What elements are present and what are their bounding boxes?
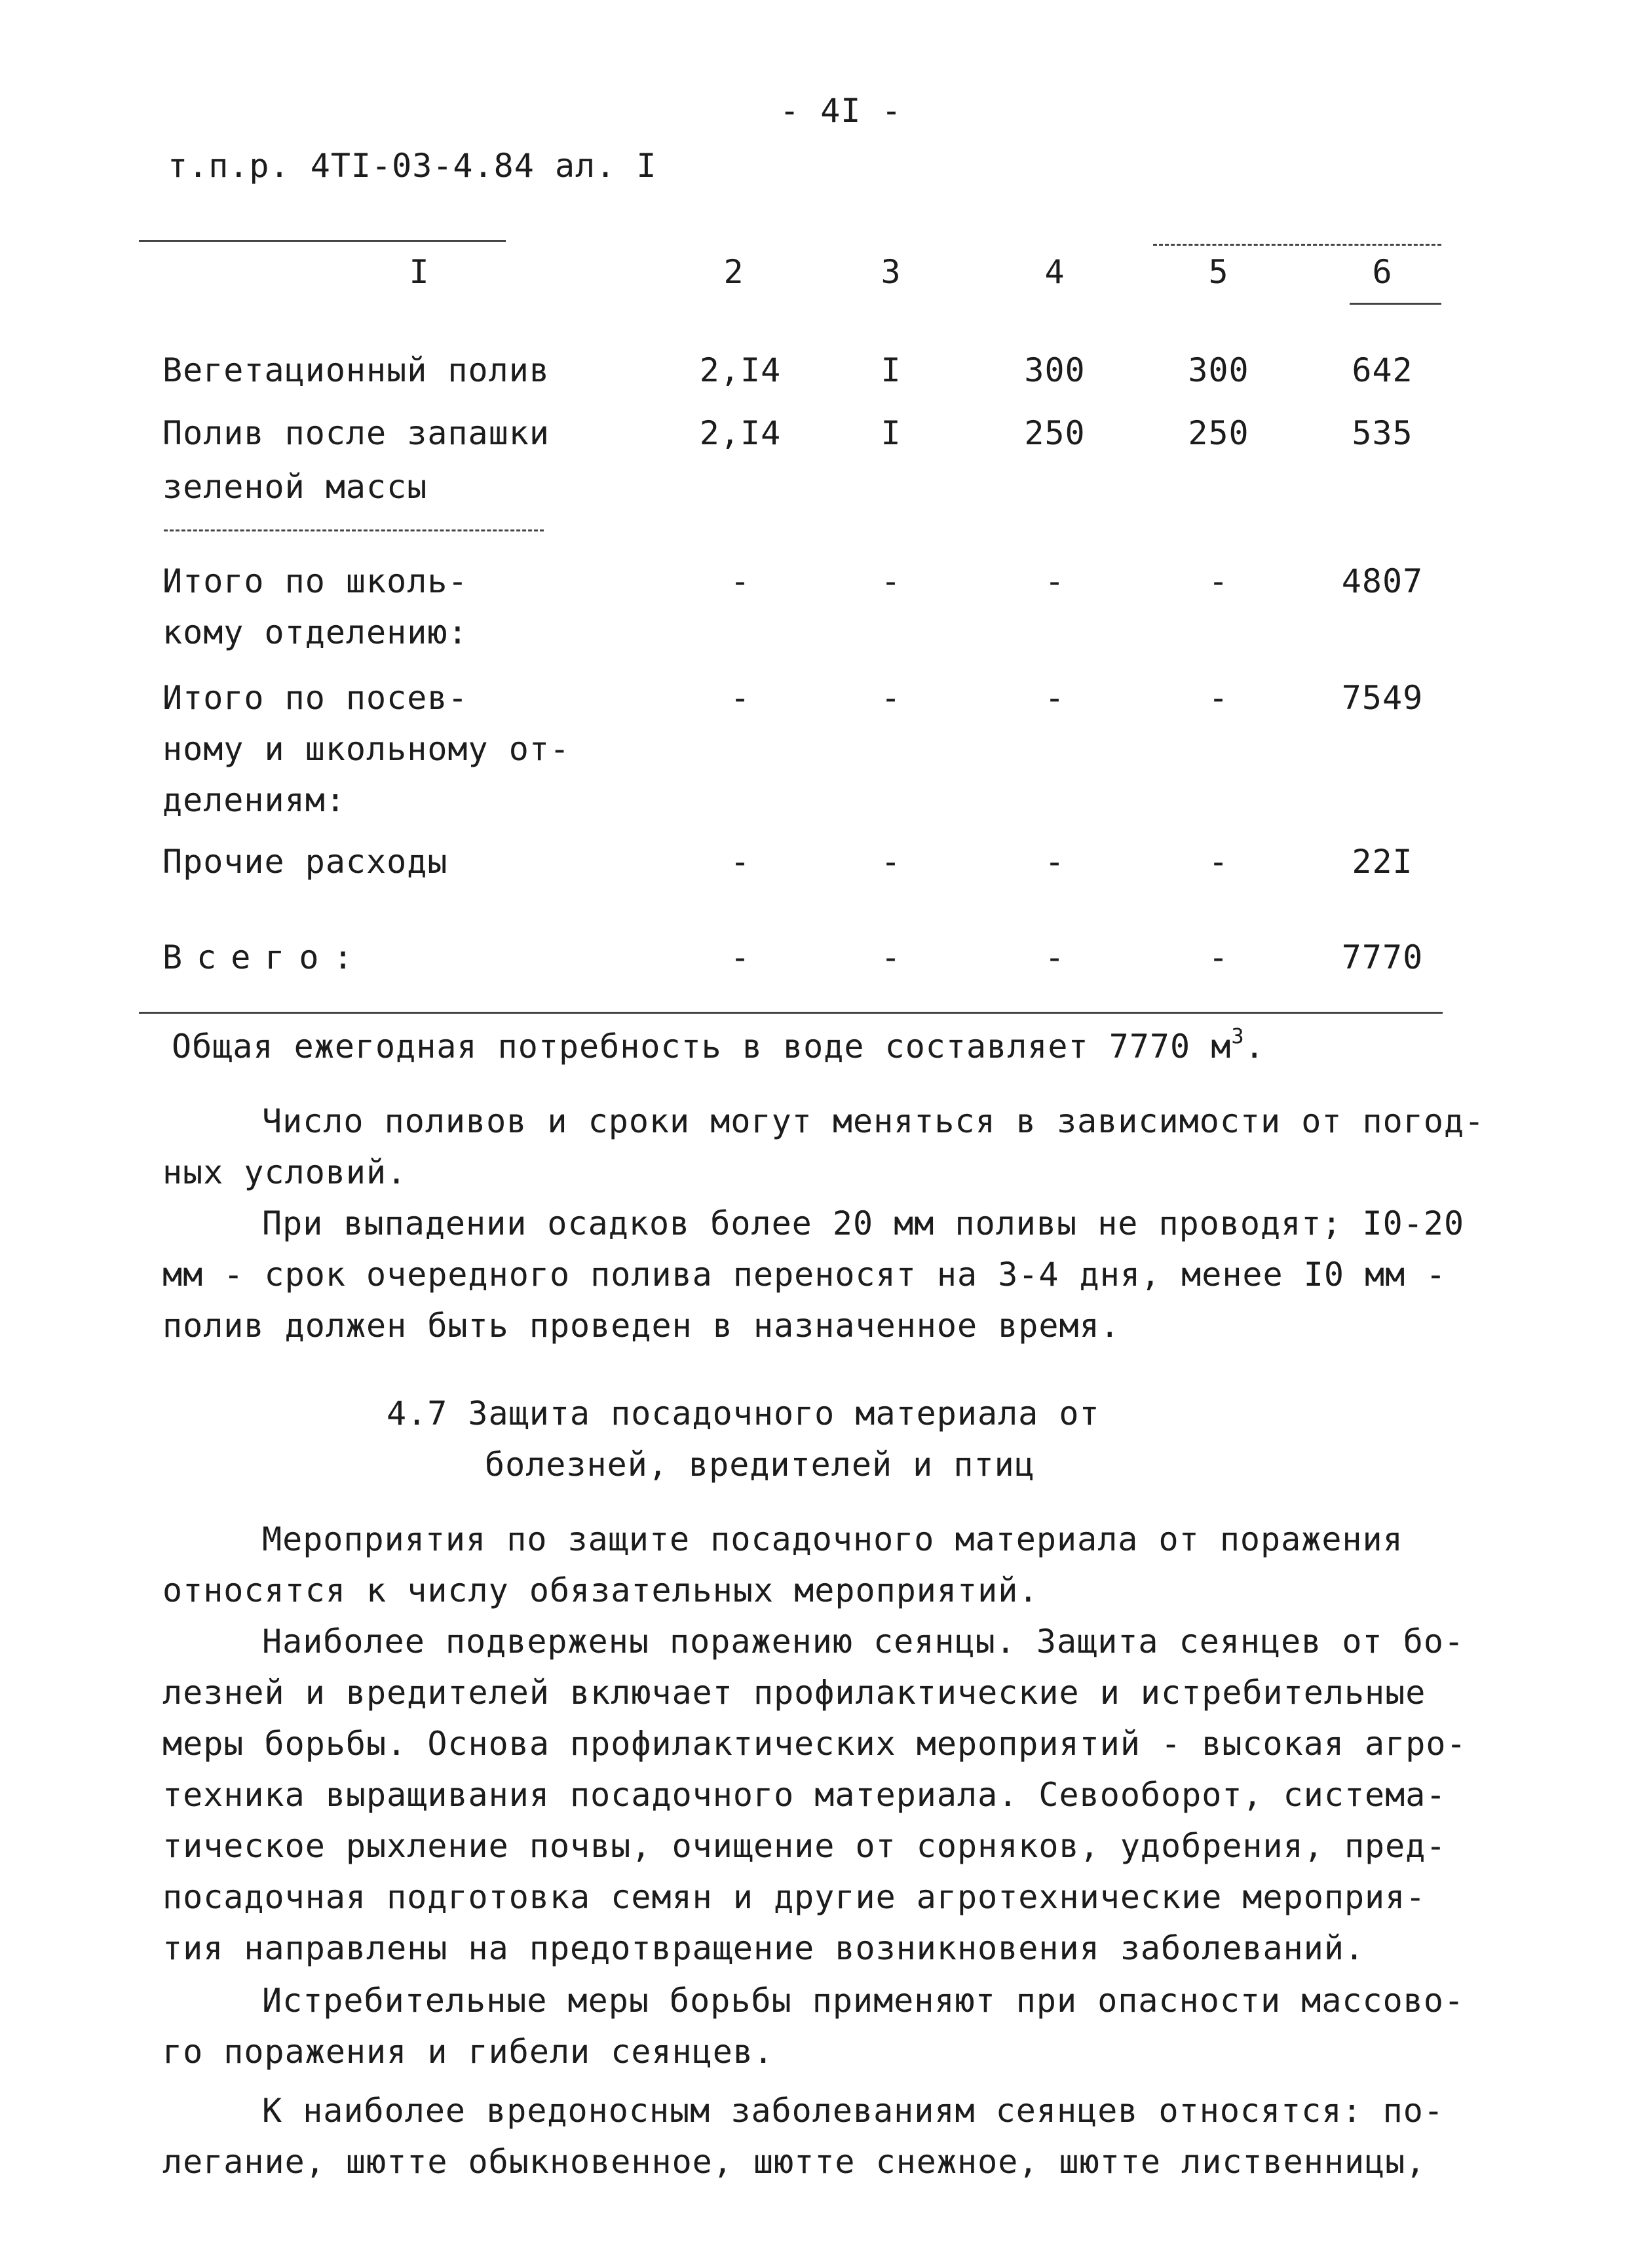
row-label-line: зеленой массы [162,468,428,506]
paragraph-line: Число поливов и сроки могут меняться в зависимости от погод- [262,1102,1485,1140]
table-cell: - [730,938,751,976]
total-statement-text: Общая ежегодная потребность в воде составляет 7770 м [172,1028,1232,1066]
table-cell: 7770 [1341,938,1424,976]
table-cell: - [1208,562,1229,600]
table-cell: - [1208,679,1229,717]
paragraph-line: ных условий. [162,1153,408,1191]
table-cell: - [1044,843,1065,881]
table-cell: - [730,843,751,881]
paragraph-line: Мероприятия по защите посадочного материала от поражения [262,1520,1403,1558]
paragraph-line: тия направлены на предотвращение возникновения заболеваний. [162,1929,1365,1967]
table-cell: 250 [1024,414,1086,452]
total-statement-end: . [1244,1028,1265,1066]
paragraph-line: го поражения и гибели сеянцев. [162,2033,774,2071]
table-cell: - [1044,562,1065,600]
table-cell: I [881,414,901,452]
table-top-rule-right [1153,244,1441,246]
paragraph-line: техника выращивания посадочного материала. Севооборот, система- [162,1776,1447,1814]
table-col-3-header: 3 [881,253,901,291]
table-cell: - [1208,843,1229,881]
row-label-line: Всего: [162,938,368,976]
table-cell: - [1044,938,1065,976]
row-label-line: Вегетационный полив [162,351,550,389]
table-cell: 642 [1352,351,1413,389]
table-cell: 535 [1352,414,1413,452]
col-6-underline [1350,303,1441,305]
row-label-line: Итого по школь- [162,562,468,600]
paragraph-line: При выпадении осадков более 20 мм поливы не проводят; I0-20 [262,1204,1465,1242]
row-label-line: Полив после запашки [162,414,550,452]
paragraph-line: полив должен быть проведен в назначенное время. [162,1307,1120,1345]
paragraph-line: Наиболее подвержены поражению сеянцы. Защита сеянцев от бо- [262,1623,1465,1661]
table-col-4-header: 4 [1044,253,1065,291]
table-cell: 7549 [1341,679,1424,717]
paragraph-line: Истребительные меры борьбы применяют при опасности массово- [262,1982,1465,2020]
section-title-line: 4.7 Защита посадочного материала от [387,1394,1100,1432]
paragraph-line: мм - срок очередного полива переносят на 3-4 дня, менее I0 мм - [162,1256,1447,1294]
table-cell: 2,I4 [699,414,782,452]
table-cell: - [1208,938,1229,976]
row-label-line: ному и школьному от- [162,730,571,768]
table-col-6-header: 6 [1372,253,1393,291]
section-title-line: болезней, вредителей и птиц [485,1446,1035,1484]
table-cell: 300 [1024,351,1086,389]
table-cell: - [881,562,901,600]
paragraph-line: тическое рыхление почвы, очищение от сорняков, удобрения, пред- [162,1827,1447,1865]
table-cell: 250 [1188,414,1249,452]
document-reference: т.п.р. 4ТI-03-4.84 ал. I [168,147,657,185]
subtotal-rule [164,529,544,531]
table-cell: I [881,351,901,389]
row-label-line: Итого по посев- [162,679,468,717]
row-label-line: делениям: [162,781,346,819]
table-top-rule-left [139,240,506,242]
paragraph-line: К наиболее вредоносным заболеваниям сеянцев относятся: по- [262,2092,1444,2130]
paragraph-line: относятся к числу обязательных мероприятий. [162,1571,1039,1609]
total-statement [172,1026,1265,1067]
table-cell: 300 [1188,351,1249,389]
table-cell: - [881,938,901,976]
row-label-line: Прочие расходы [162,843,448,881]
page-number: - 4I - [780,92,902,130]
table-bottom-rule [139,1012,1443,1014]
table-cell: - [730,562,751,600]
table-col-5-header: 5 [1208,253,1229,291]
table-cell: 22I [1352,843,1413,881]
table-cell: - [730,679,751,717]
paragraph-line: легание, шютте обыкновенное, шютте снежное, шютте лиственницы, [162,2143,1426,2181]
row-label-line: кому отделению: [162,613,468,651]
table-cell: - [881,679,901,717]
table-cell: 4807 [1341,562,1424,600]
table-col-1-header: I [409,253,430,291]
table-cell: 2,I4 [699,351,782,389]
paragraph-line: лезней и вредителей включает профилактические и истребительные [162,1674,1426,1712]
paragraph-line: меры борьбы. Основа профилактических мероприятий - высокая агро- [162,1725,1467,1763]
table-col-2-header: 2 [723,253,744,291]
table-cell: - [881,843,901,881]
table-cell: - [1044,679,1065,717]
cubic-superscript: 3 [1231,1024,1245,1048]
paragraph-line: посадочная подготовка семян и другие агротехнические мероприя- [162,1878,1426,1916]
